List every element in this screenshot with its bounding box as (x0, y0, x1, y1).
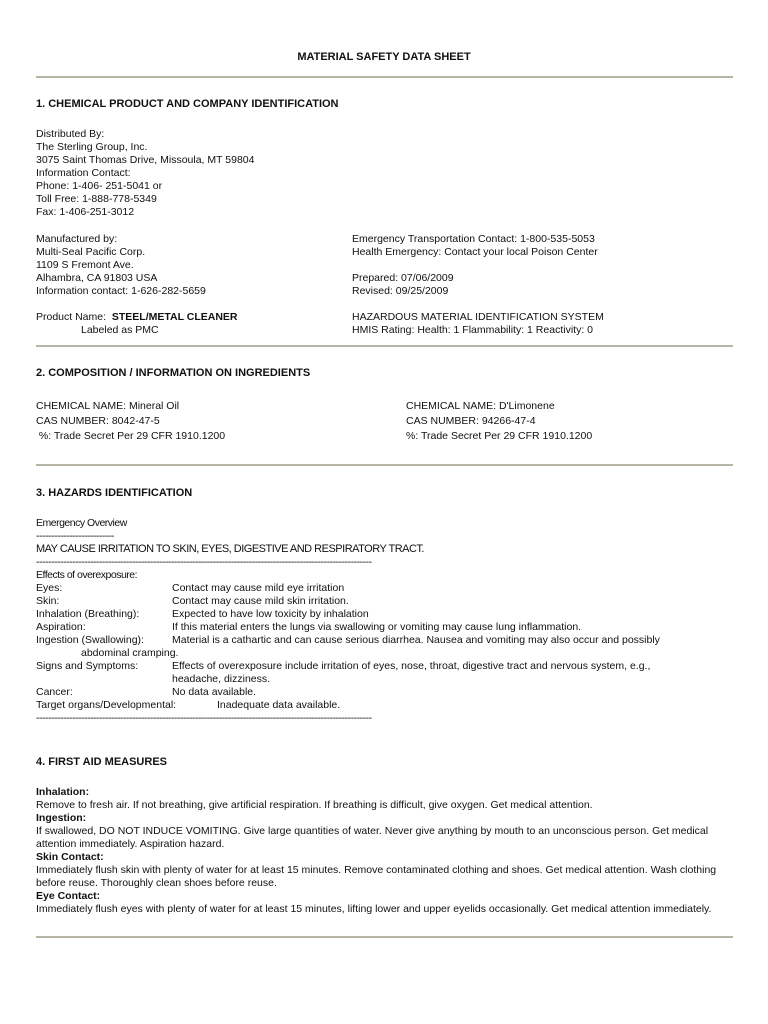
manufacturer-line: 1109 S Fremont Ave. (36, 259, 134, 271)
hmis-rating: HMIS Rating: Health: 1 Flammability: 1 Reactivity: 0 (352, 324, 593, 336)
manufacturer-block (36, 233, 206, 298)
emergency-line: Emergency Transportation Contact: 1-800-535-5053 (352, 233, 595, 245)
divider (36, 345, 733, 347)
effect-text: No data available. (172, 686, 257, 698)
divider (36, 936, 733, 938)
effect-text: Inadequate data available. (217, 699, 341, 711)
effect-text: Material is a cathartic and can cause serious diarrhea. Nausea and vomiting may also occur and possibly (172, 634, 660, 646)
section-3-heading: 3. HAZARDS IDENTIFICATION (36, 487, 193, 499)
first-aid-text-inhalation: Remove to fresh air. If not breathing, give artificial respiration. If breathing is difficult, give oxygen. Get medical attention. (36, 799, 593, 811)
separator-line: ---------------------------------------------------------------------------------------------------------------- (36, 712, 372, 724)
effect-label: Ingestion (Swallowing): (36, 634, 144, 646)
hmis-block (352, 311, 604, 337)
ingredient-cas: CAS NUMBER: 8042-47-5 (36, 415, 160, 427)
emergency-line: Health Emergency: Contact your local Poison Center (352, 246, 598, 258)
divider (36, 464, 733, 466)
effects-label: Effects of overexposure: (36, 569, 138, 581)
first-aid-label-inhalation: Inhalation: (36, 786, 90, 798)
overview-underline: -------------------------- (36, 530, 114, 542)
document-title: MATERIAL SAFETY DATA SHEET (297, 51, 471, 63)
product-name: STEEL/METAL CLEANER (111, 311, 238, 323)
first-aid-text-skin: Immediately flush skin with plenty of water for at least 15 minutes. Remove contaminated clothing and shoes. Get medical attention. Wash clothing before reuse. Thoroughly clean shoes before reuse. (36, 864, 717, 889)
hazards-block (36, 517, 736, 725)
effect-row-aspiration (36, 621, 736, 634)
distributor-line: The Sterling Group, Inc. (36, 141, 148, 153)
ingredient-2 (406, 399, 592, 444)
ingredient-name: CHEMICAL NAME: Mineral Oil (36, 400, 180, 412)
section-1-heading: 1. CHEMICAL PRODUCT AND COMPANY IDENTIFICATION (36, 98, 339, 110)
product-block (36, 311, 238, 337)
distributor-line: Fax: 1-406-251-3012 (36, 206, 135, 218)
product-name-label: Product Name: (36, 311, 107, 323)
distributor-line: Distributed By: (36, 128, 105, 140)
effect-text-continued: abdominal cramping. (81, 647, 179, 659)
ingredient-percent: %: Trade Secret Per 29 CFR 1910.1200 (36, 430, 226, 442)
effect-text: Contact may cause mild skin irritation. (172, 595, 349, 607)
divider (36, 76, 733, 78)
hazard-warning: MAY CAUSE IRRITATION TO SKIN, EYES, DIGESTIVE AND RESPIRATORY TRACT. (36, 543, 424, 555)
emergency-block (352, 233, 598, 259)
effect-row-eyes (36, 582, 736, 595)
manufacturer-line: Information contact: 1-626-282-5659 (36, 285, 206, 297)
ingredient-cas: CAS NUMBER: 94266-47-4 (406, 415, 536, 427)
effect-label: Eyes: (36, 582, 63, 594)
effect-text-continued: headache, dizziness. (172, 673, 271, 685)
first-aid-block (36, 786, 732, 916)
effect-row-target-organs (36, 699, 736, 712)
ingredient-percent: %: Trade Secret Per 29 CFR 1910.1200 (406, 430, 593, 442)
ingredient-1 (36, 399, 225, 444)
revised-date: Revised: 09/25/2009 (352, 285, 449, 297)
effect-text: Effects of overexposure include irritation of eyes, nose, throat, digestive tract and nervous system, e.g., (172, 660, 651, 672)
section-2-heading: 2. COMPOSITION / INFORMATION ON INGREDIENTS (36, 367, 311, 379)
effect-text: Expected to have low toxicity by inhalation (172, 608, 369, 620)
signs-continuation (36, 673, 736, 686)
overview-label: Emergency Overview (36, 517, 127, 529)
first-aid-label-ingestion: Ingestion: (36, 812, 87, 824)
distributor-line: Phone: 1-406- 251-5041 or (36, 180, 163, 192)
distributor-line: Toll Free: 1-888-778-5349 (36, 193, 157, 205)
separator-line: ---------------------------------------------------------------------------------------------------------------- (36, 556, 372, 568)
manufacturer-line: Alhambra, CA 91803 USA (36, 272, 158, 284)
distributor-block (36, 128, 254, 219)
distributor-line: Information Contact: (36, 167, 131, 179)
first-aid-text-eye: Immediately flush eyes with plenty of water for at least 15 minutes, lifting lower and upper eyelids occasionally. Get medical attention immediately. (36, 903, 712, 915)
effect-label: Skin: (36, 595, 60, 607)
section-4-heading: 4. FIRST AID MEASURES (36, 756, 167, 768)
effect-row-skin (36, 595, 736, 608)
ingestion-continuation (36, 647, 736, 660)
dates-block (352, 272, 454, 298)
first-aid-text-ingestion: If swallowed, DO NOT INDUCE VOMITING. Give large quantities of water. Never give anything by mouth to an unconscious person. Get medical attention immediately. Aspiration hazard. (36, 825, 709, 850)
effect-row-signs (36, 660, 736, 673)
prepared-date: Prepared: 07/06/2009 (352, 272, 454, 284)
effect-row-inhalation (36, 608, 736, 621)
effect-row-ingestion (36, 634, 736, 647)
effect-label: Inhalation (Breathing): (36, 608, 140, 620)
labeled-as: Labeled as PMC (81, 324, 159, 336)
effect-row-cancer (36, 686, 736, 699)
effect-text: If this material enters the lungs via swallowing or vomiting may cause lung inflammation. (172, 621, 582, 633)
effect-label: Target organs/Developmental: (36, 699, 177, 711)
manufacturer-line: Manufactured by: (36, 233, 118, 245)
first-aid-label-eye: Eye Contact: (36, 890, 101, 902)
distributor-line: 3075 Saint Thomas Drive, Missoula, MT 59804 (36, 154, 255, 166)
effect-label: Cancer: (36, 686, 73, 698)
product-name-line (36, 311, 238, 324)
effect-text: Contact may cause mild eye irritation (172, 582, 345, 594)
effect-label: Signs and Symptoms: (36, 660, 139, 672)
hmis-title: HAZARDOUS MATERIAL IDENTIFICATION SYSTEM (352, 311, 604, 323)
ingredient-name: CHEMICAL NAME: D'Limonene (406, 400, 555, 412)
first-aid-label-skin: Skin Contact: (36, 851, 104, 863)
effect-label: Aspiration: (36, 621, 86, 633)
manufacturer-line: Multi-Seal Pacific Corp. (36, 246, 146, 258)
